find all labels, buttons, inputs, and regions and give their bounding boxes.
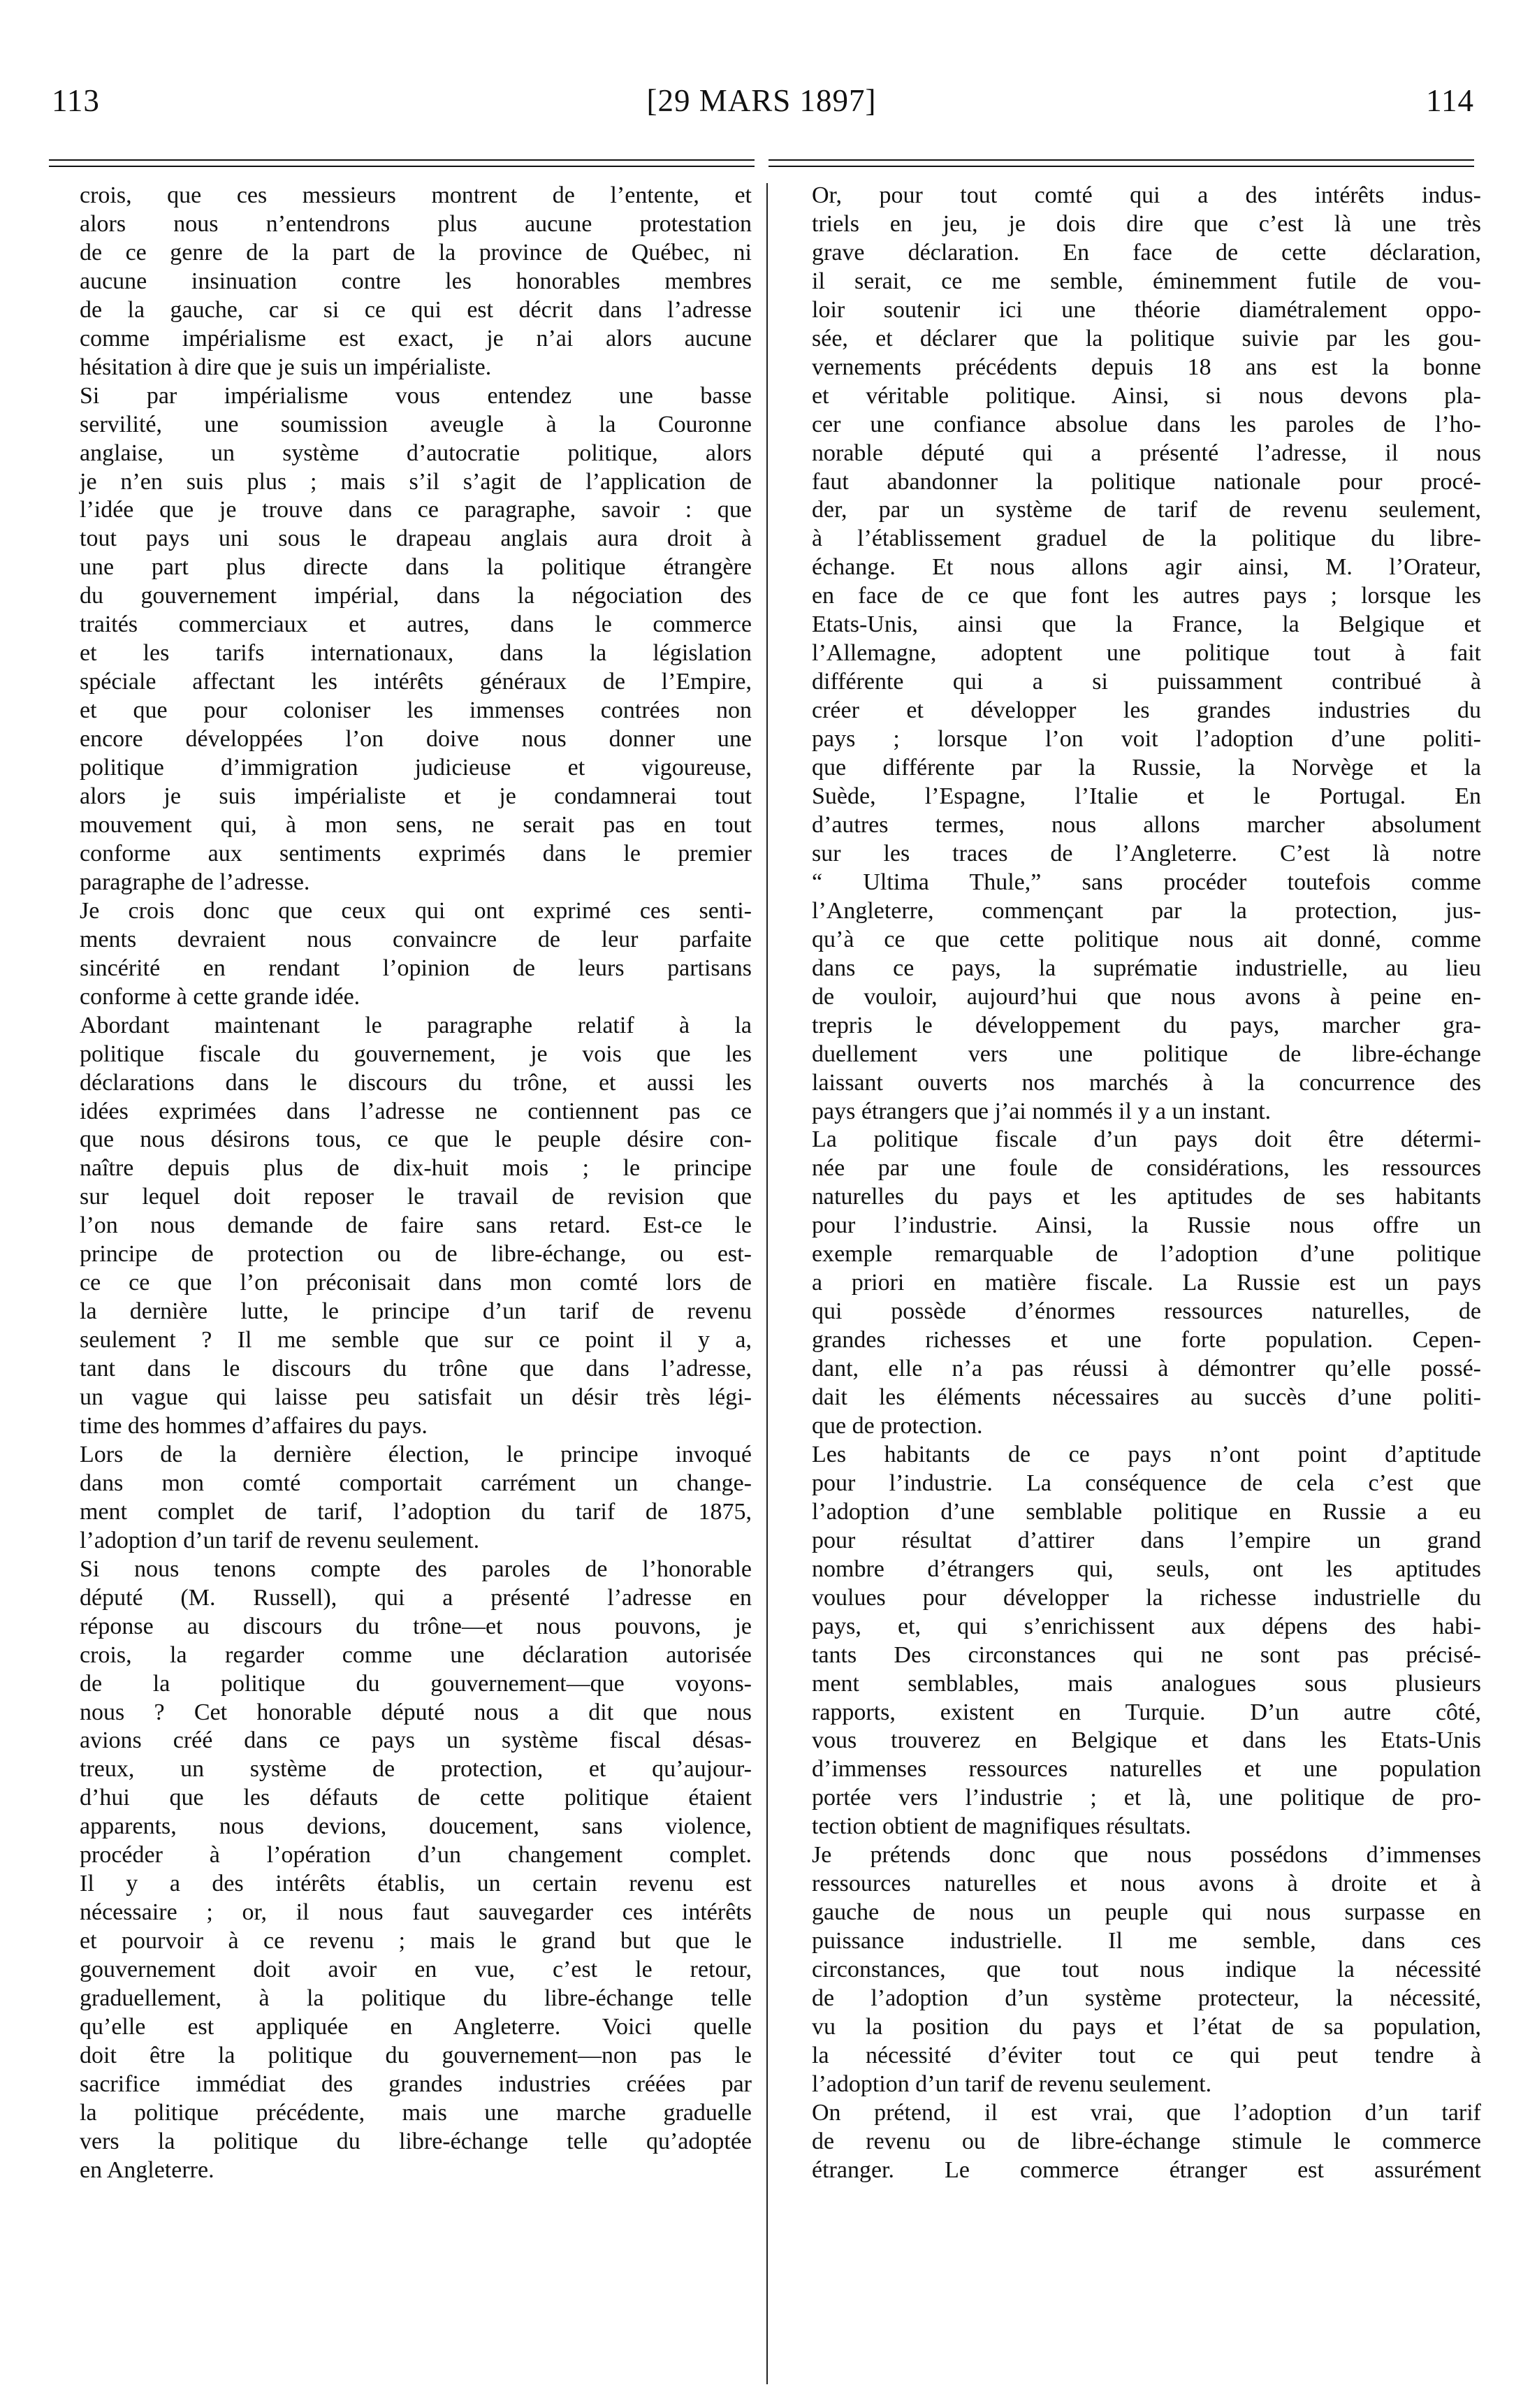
paragraph: [49, 1441, 752, 1555]
text-line: duellement vers une politique de libre-échange: [812, 1040, 1481, 1067]
text-line: crois, la regarder comme une déclaration autorisée: [80, 1641, 752, 1668]
text-line: graduellement, à la politique du libre-échange telle: [80, 1985, 752, 2012]
text-line: dant, elle n’a pas réussi à démontrer qu’elle possé-: [812, 1356, 1481, 1382]
text-line: une part plus directe dans la politique étrangère: [80, 554, 752, 581]
text-line: sur les traces de l’Angleterre. C’est là notre: [812, 840, 1481, 866]
text-line: “ Ultima Thule,” sans procéder toutefois comme: [812, 869, 1481, 895]
header-rule: [49, 166, 755, 167]
text-line: der, par un système de tarif de revenu seulement,: [812, 497, 1481, 523]
text-line: l’idée que je trouve dans ce paragraphe, savoir : que: [80, 497, 752, 523]
text-line: créer et développer les grandes industries du: [812, 697, 1481, 724]
text-line: sur lequel doit reposer le travail de revision que: [80, 1184, 752, 1210]
text-line: Si par impérialisme vous entendez une basse: [80, 382, 752, 409]
text-line: la nécessité d’éviter tout ce qui peut tendre à: [812, 2042, 1481, 2068]
text-line: a priori en matière fiscale. La Russie est un pays: [812, 1270, 1481, 1296]
text-line: de vouloir, aujourd’hui que nous avons à peine en-: [812, 983, 1481, 1010]
text-line: Or, pour tout comté qui a des intérêts indus-: [812, 182, 1481, 208]
text-line: mouvement qui, à mon sens, ne serait pas en tout: [80, 811, 752, 838]
text-line: ment complet de tarif, l’adoption du tarif de 1875,: [80, 1498, 752, 1525]
text-line: puissance industrielle. Il me semble, dans ces: [812, 1928, 1481, 1954]
text-line: laissant ouverts nos marchés à la concurrence des: [812, 1069, 1481, 1096]
text-line: qu’elle est appliquée en Angleterre. Voici quelle: [80, 2014, 752, 2040]
text-line: Les habitants de ce pays n’ont point d’aptitude: [812, 1441, 1481, 1467]
text-line: pour l’industrie. La conséquence de cela c’est que: [812, 1470, 1481, 1496]
text-line: traités commerciaux et autres, dans le commerce: [80, 611, 752, 638]
text-line: il serait, ce me semble, éminemment futile de vou-: [812, 268, 1481, 294]
text-line: que nous désirons tous, ce que le peuple désire con-: [80, 1126, 752, 1153]
paragraph: [781, 1126, 1481, 1440]
text-line: nous ? Cet honorable député nous a dit que nous: [80, 1699, 752, 1725]
paragraph: [781, 2099, 1481, 2185]
text-line: député (M. Russell), qui a présenté l’adresse en: [80, 1584, 752, 1611]
text-line: spéciale affectant les intérêts généraux de l’Empire,: [80, 669, 752, 695]
text-line: pays, et, qui s’enrichissent aux dépens des habi-: [812, 1613, 1481, 1639]
text-line: pour l’industrie. Ainsi, la Russie nous offre un: [812, 1212, 1481, 1239]
text-line: d’autres termes, nous allons marcher absolument: [812, 811, 1481, 838]
paragraph: [781, 1841, 1481, 2099]
text-line: du gouvernement impérial, dans la négociation des: [80, 583, 752, 609]
header-rules: [49, 159, 1474, 169]
text-line: ce ce que l’on préconisait dans mon comté lors de: [80, 1270, 752, 1296]
text-line: portée vers l’industrie ; et là, une politique de pro-: [812, 1785, 1481, 1811]
text-line: conforme aux sentiments exprimés dans le premier: [80, 840, 752, 866]
text-line: et véritable politique. Ainsi, si nous devons pla-: [812, 382, 1481, 409]
text-line: qu’à ce que cette politique nous ait donné, comme: [812, 926, 1481, 952]
text-line: triels en jeu, je dois dire que c’est là une très: [812, 210, 1481, 237]
text-line: je n’en suis plus ; mais s’il s’agit de l’application de: [80, 468, 752, 495]
text-line: voulues pour développer la richesse industrielle du: [812, 1584, 1481, 1611]
text-line: un vague qui laisse peu satisfait un désir très légi-: [80, 1384, 752, 1411]
text-line: alors nous n’entendrons plus aucune protestation: [80, 210, 752, 237]
text-line: l’adoption d’un tarif de revenu seulement.: [80, 1527, 480, 1553]
text-line: tants Des circonstances qui ne sont pas précisé-: [812, 1641, 1481, 1668]
text-line: Lors de la dernière élection, le principe invoqué: [80, 1441, 752, 1467]
text-line: aucune insinuation contre les honorables membres: [80, 268, 752, 294]
text-line: sincérité en rendant l’opinion de leurs partisans: [80, 955, 752, 981]
text-line: idées exprimées dans l’adresse ne contiennent pas ce: [80, 1098, 752, 1124]
text-line: nombre d’étrangers qui, seuls, ont les aptitudes: [812, 1555, 1481, 1582]
text-line: norable député qui a présenté l’adresse, il nous: [812, 440, 1481, 466]
text-line: née par une foule de considérations, les ressources: [812, 1155, 1481, 1182]
text-line: hésitation à dire que je suis un impérialiste.: [80, 354, 492, 380]
text-line: la dernière lutte, le principe d’un tarif de revenu: [80, 1298, 752, 1325]
text-line: de la gauche, car si ce qui est décrit dans l’adresse: [80, 296, 752, 323]
text-line: apparents, nous devions, doucement, sans violence,: [80, 1813, 752, 1840]
text-line: échange. Et nous allons agir ainsi, M. l’Orateur,: [812, 554, 1481, 581]
text-line: et que pour coloniser les immenses contrées non: [80, 697, 752, 724]
text-line: vu la position du pays et l’état de sa population,: [812, 2014, 1481, 2040]
text-line: time des hommes d’affaires du pays.: [80, 1412, 428, 1439]
text-line: encore développées l’on doive nous donner une: [80, 726, 752, 753]
text-line: vernements précédents depuis 18 ans est la bonne: [812, 354, 1481, 380]
text-line: en Angleterre.: [80, 2156, 214, 2183]
page-number-left: 113: [52, 83, 100, 118]
text-line: La politique fiscale d’un pays doit être détermi-: [812, 1126, 1481, 1153]
text-line: politique fiscale du gouvernement, je vois que les: [80, 1040, 752, 1067]
text-line: Si nous tenons compte des paroles de l’honorable: [80, 1555, 752, 1582]
text-line: procéder à l’opération d’un changement complet.: [80, 1842, 752, 1869]
text-line: grandes richesses et une forte population. Cepen-: [812, 1327, 1481, 1354]
text-line: crois, que ces messieurs montrent de l’entente, et: [80, 182, 752, 208]
text-line: la politique précédente, mais une marche graduelle: [80, 2099, 752, 2126]
text-line: qui possède d’énormes ressources naturelles, de: [812, 1298, 1481, 1325]
text-line: conforme à cette grande idée.: [80, 983, 360, 1010]
text-line: de la politique du gouvernement—que voyons-: [80, 1670, 752, 1697]
header-rule: [768, 166, 1474, 167]
text-line: tant dans le discours du trône que dans l’adresse,: [80, 1356, 752, 1382]
text-line: sée, et déclarer que la politique suivie par les gou-: [812, 325, 1481, 351]
text-line: vous trouverez en Belgique et dans les Etats-Unis: [812, 1727, 1481, 1754]
text-line: l’on nous demande de faire sans retard. Est-ce le: [80, 1212, 752, 1239]
text-line: Etats-Unis, ainsi que la France, la Belgique et: [812, 611, 1481, 638]
text-line: d’hui que les défauts de cette politique étaient: [80, 1785, 752, 1811]
paragraph: [781, 182, 1481, 1126]
text-line: l’adoption d’une semblable politique en Russie a eu: [812, 1498, 1481, 1525]
text-line: gouvernement doit avoir en vue, c’est le retour,: [80, 1957, 752, 1983]
text-line: que de protection.: [812, 1412, 983, 1439]
header-rule: [768, 159, 1474, 161]
text-line: paragraphe de l’adresse.: [80, 869, 310, 895]
paragraph: [49, 1012, 752, 1441]
right-column: [781, 182, 1481, 2185]
text-line: étranger. Le commerce étranger est assurément: [812, 2156, 1481, 2183]
left-column: [49, 182, 752, 2185]
text-line: alors je suis impérialiste et je condamnerai tout: [80, 783, 752, 810]
text-line: à l’établissement graduel de la politique du libre-: [812, 525, 1481, 552]
text-line: que différente par la Russie, la Norvège et la: [812, 755, 1481, 781]
text-line: naturelles du pays et les aptitudes de ses habitants: [812, 1184, 1481, 1210]
text-line: dait les éléments nécessaires au succès d’une politi-: [812, 1384, 1481, 1411]
paragraph: [781, 1441, 1481, 1841]
paragraph: [49, 1555, 752, 2185]
text-line: servilité, une soumission aveugle à la Couronne: [80, 411, 752, 437]
page-header: [49, 82, 1474, 138]
text-line: avions créé dans ce pays un système fiscal désas-: [80, 1727, 752, 1754]
text-line: de ce genre de la part de la province de Québec, ni: [80, 239, 752, 266]
text-line: grave déclaration. En face de cette déclaration,: [812, 239, 1481, 266]
header-rule: [49, 159, 755, 161]
text-line: exemple remarquable de l’adoption d’une politique: [812, 1241, 1481, 1268]
page-number-right: 114: [1426, 83, 1474, 118]
text-line: loir soutenir ici une théorie diamétralement oppo-: [812, 296, 1481, 323]
text-line: Il y a des intérêts établis, un certain revenu est: [80, 1871, 752, 1897]
text-line: ment semblables, mais analogues sous plusieurs: [812, 1670, 1481, 1697]
text-line: trepris le développement du pays, marcher gra-: [812, 1012, 1481, 1038]
paragraph: [49, 382, 752, 897]
text-line: nécessaire ; or, il nous faut sauvegarder ces intérêts: [80, 1899, 752, 1926]
text-line: tout pays uni sous le drapeau anglais aura droit à: [80, 525, 752, 552]
text-line: de l’adoption d’un système protecteur, la nécessité,: [812, 1985, 1481, 2012]
text-line: ressources naturelles et nous avons à droite et à: [812, 1871, 1481, 1897]
text-line: doit être la politique du gouvernement—non pas le: [80, 2042, 752, 2068]
text-line: l’Angleterre, commençant par la protection, jus-: [812, 897, 1481, 924]
text-line: en face de ce que font les autres pays ; lorsque les: [812, 583, 1481, 609]
text-line: On prétend, il est vrai, que l’adoption d’un tarif: [812, 2099, 1481, 2126]
text-line: de revenu ou de libre-échange stimule le commerce: [812, 2128, 1481, 2154]
paragraph: [49, 182, 752, 382]
text-line: circonstances, que tout nous indique la nécessité: [812, 1957, 1481, 1983]
text-line: Suède, l’Espagne, l’Italie et le Portugal. En: [812, 783, 1481, 810]
text-line: et les tarifs internationaux, dans la législation: [80, 640, 752, 667]
text-line: treux, un système de protection, et qu’aujour-: [80, 1756, 752, 1783]
text-line: réponse au discours du trône—et nous pouvons, je: [80, 1613, 752, 1639]
text-line: rapports, existent en Turquie. D’un autre côté,: [812, 1699, 1481, 1725]
page-date: [29 MARS 1897]: [646, 83, 877, 118]
text-line: cer une confiance absolue dans les paroles de l’ho-: [812, 411, 1481, 437]
text-line: et pourvoir à ce revenu ; mais le grand but que le: [80, 1928, 752, 1954]
column-divider: [766, 183, 768, 2384]
text-line: l’adoption d’un tarif de revenu seulement.: [812, 2070, 1212, 2097]
text-line: dans ce pays, la suprématie industrielle, au lieu: [812, 955, 1481, 981]
text-line: naître depuis plus de dix-huit mois ; le principe: [80, 1155, 752, 1182]
text-line: différente qui a si puissamment contribué à: [812, 669, 1481, 695]
text-line: seulement ? Il me semble que sur ce point il y a,: [80, 1327, 752, 1354]
text-line: d’immenses ressources naturelles et une population: [812, 1756, 1481, 1783]
text-line: pays ; lorsque l’on voit l’adoption d’une politi-: [812, 726, 1481, 753]
text-line: sacrifice immédiat des grandes industries créées par: [80, 2070, 752, 2097]
text-line: pour résultat d’attirer dans l’empire un grand: [812, 1527, 1481, 1553]
text-line: politique d’immigration judicieuse et vigoureuse,: [80, 755, 752, 781]
text-line: pays étrangers que j’ai nommés il y a un instant.: [812, 1098, 1272, 1124]
text-line: comme impérialisme est exact, je n’ai alors aucune: [80, 325, 752, 351]
text-line: ments devraient nous convaincre de leur parfaite: [80, 926, 752, 952]
text-line: gauche de nous un peuple qui nous surpasse en: [812, 1899, 1481, 1926]
text-line: tection obtient de magnifiques résultats.: [812, 1813, 1191, 1840]
text-line: principe de protection ou de libre-échange, ou est-: [80, 1241, 752, 1268]
paragraph: [49, 897, 752, 1012]
text-line: Abordant maintenant le paragraphe relatif à la: [80, 1012, 752, 1038]
text-line: dans mon comté comportait carrément un change-: [80, 1470, 752, 1496]
text-line: vers la politique du libre-échange telle qu’adoptée: [80, 2128, 752, 2154]
text-line: déclarations dans le discours du trône, et aussi les: [80, 1069, 752, 1096]
text-line: anglaise, un système d’autocratie politique, alors: [80, 440, 752, 466]
text-line: Je prétends donc que nous possédons d’immenses: [812, 1842, 1481, 1869]
text-line: Je crois donc que ceux qui ont exprimé ces senti-: [80, 897, 752, 924]
text-line: l’Allemagne, adoptent une politique tout à fait: [812, 640, 1481, 667]
text-line: faut abandonner la politique nationale pour procé-: [812, 468, 1481, 495]
